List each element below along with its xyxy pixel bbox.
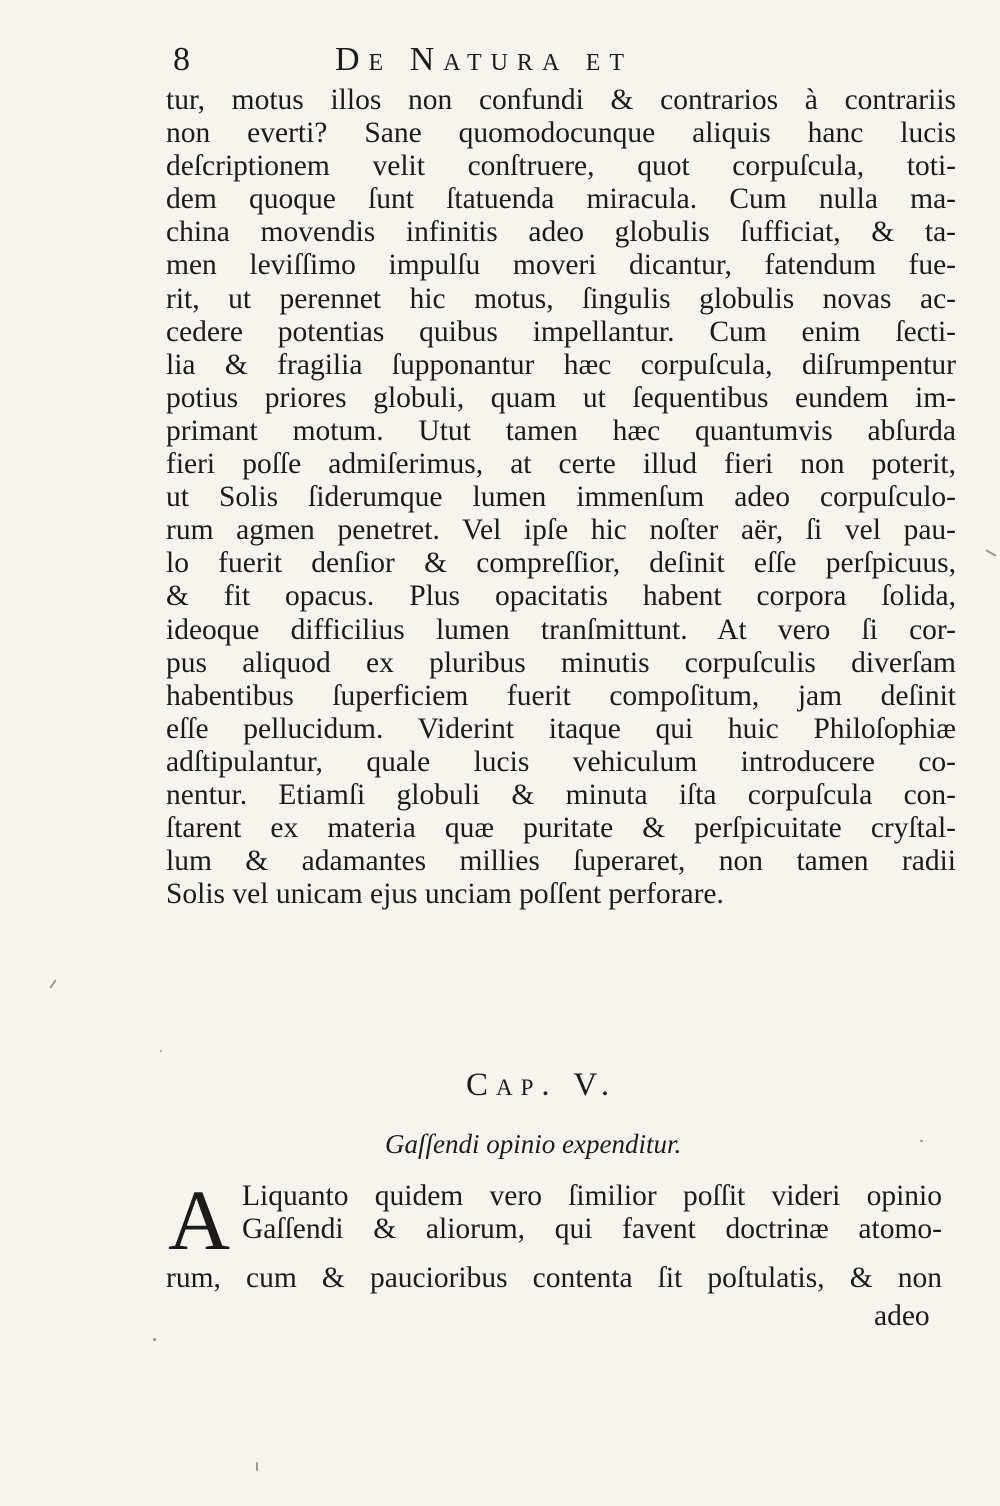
- text-line: Solis vel unicam ejus unciam poſſent perforare.: [166, 878, 724, 911]
- text-line: & fit opacus. Plus opacitatis habent corpora ſolida,: [166, 580, 956, 613]
- text-line: nentur. Etiamſi globuli & minuta iſta corpuſcula con-: [166, 778, 956, 811]
- drop-cap: A: [168, 1172, 231, 1268]
- text-line: lo fuerit denſior & compreſſior, deſinit eſſe perſpicuus,: [166, 547, 956, 580]
- text-line: rit, ut perennet hic motus, ſingulis globulis novas ac-: [166, 282, 956, 315]
- text-line: Gaſſendi & aliorum, qui favent doctrinæ atomo-: [242, 1213, 942, 1246]
- text-line: primant motum. Utut tamen hæc quantumvis abſurda: [166, 414, 956, 447]
- print-speck: [256, 1462, 258, 1471]
- text-line: rum agmen penetret. Vel ipſe hic noſter aër, ſi vel pau-: [166, 514, 956, 547]
- text-line: china movendis infinitis adeo globulis ſufficiat, & ta-: [166, 216, 956, 249]
- text-line: men leviſſimo impulſu moveri dicantur, fatendum fue-: [166, 249, 956, 282]
- paragraph-2-opening: [242, 1180, 942, 1246]
- text-line: cedere potentias quibus impellantur. Cum enim ſecti-: [166, 315, 956, 348]
- print-speck: [153, 1338, 156, 1341]
- text-line: Liquanto quidem vero ſimilior poſſit videri opinio: [242, 1180, 942, 1212]
- print-speck: [160, 1050, 162, 1052]
- print-speck: [985, 549, 996, 557]
- text-line: adſtipulantur, quale lucis vehiculum introducere co-: [166, 745, 956, 778]
- text-line: rum, cum & paucioribus contenta ſit poſtulatis, & non: [166, 1262, 942, 1294]
- text-line: habentibus ſuperficiem fuerit compoſitum, jam deſinit: [166, 679, 956, 712]
- text-line: potius priores globuli, quam ut ſequentibus eundem im-: [166, 381, 956, 414]
- text-line: pus aliquod ex pluribus minutis corpuſculis diverſam: [166, 646, 956, 679]
- running-head: De Natura et: [335, 41, 634, 78]
- text-line: lia & fragilia ſupponantur hæc corpuſcula, diſrumpentur: [166, 348, 956, 381]
- page-number: 8: [173, 41, 190, 78]
- text-line: eſſe pellucidum. Viderint itaque qui huic Philoſophiæ: [166, 712, 956, 745]
- paragraph-1: [166, 84, 956, 911]
- text-line: deſcriptionem velit conſtruere, quot corpuſcula, toti-: [166, 150, 956, 183]
- paragraph-2-continued: [166, 1262, 942, 1295]
- chapter-heading: Cap. V.: [466, 1067, 618, 1103]
- text-line: dem quoque ſunt ſtatuenda miracula. Cum nulla ma-: [166, 183, 956, 216]
- text-line: ſtarent ex materia quæ puritate & perſpicuitate cryſtal-: [166, 812, 956, 845]
- catchword: adeo: [874, 1300, 930, 1332]
- text-line: ut Solis ſiderumque lumen immenſum adeo corpuſculo-: [166, 481, 956, 514]
- text-line: tur, motus illos non confundi & contrarios à contrariis: [166, 84, 956, 116]
- text-line: ideoque difficilius lumen tranſmittunt. At vero ſi cor-: [166, 613, 956, 646]
- chapter-subtitle: Gaſſendi opinio expenditur.: [385, 1129, 682, 1159]
- text-line: fieri poſſe admiſerimus, at certe illud fieri non poterit,: [166, 448, 956, 481]
- text-line: non everti? Sane quomodocunque aliquis hanc lucis: [166, 117, 956, 150]
- text-line: lum & adamantes millies ſuperaret, non tamen radii: [166, 845, 956, 878]
- print-speck: [920, 1140, 923, 1142]
- page-header: [165, 38, 945, 82]
- print-speck: [49, 979, 56, 988]
